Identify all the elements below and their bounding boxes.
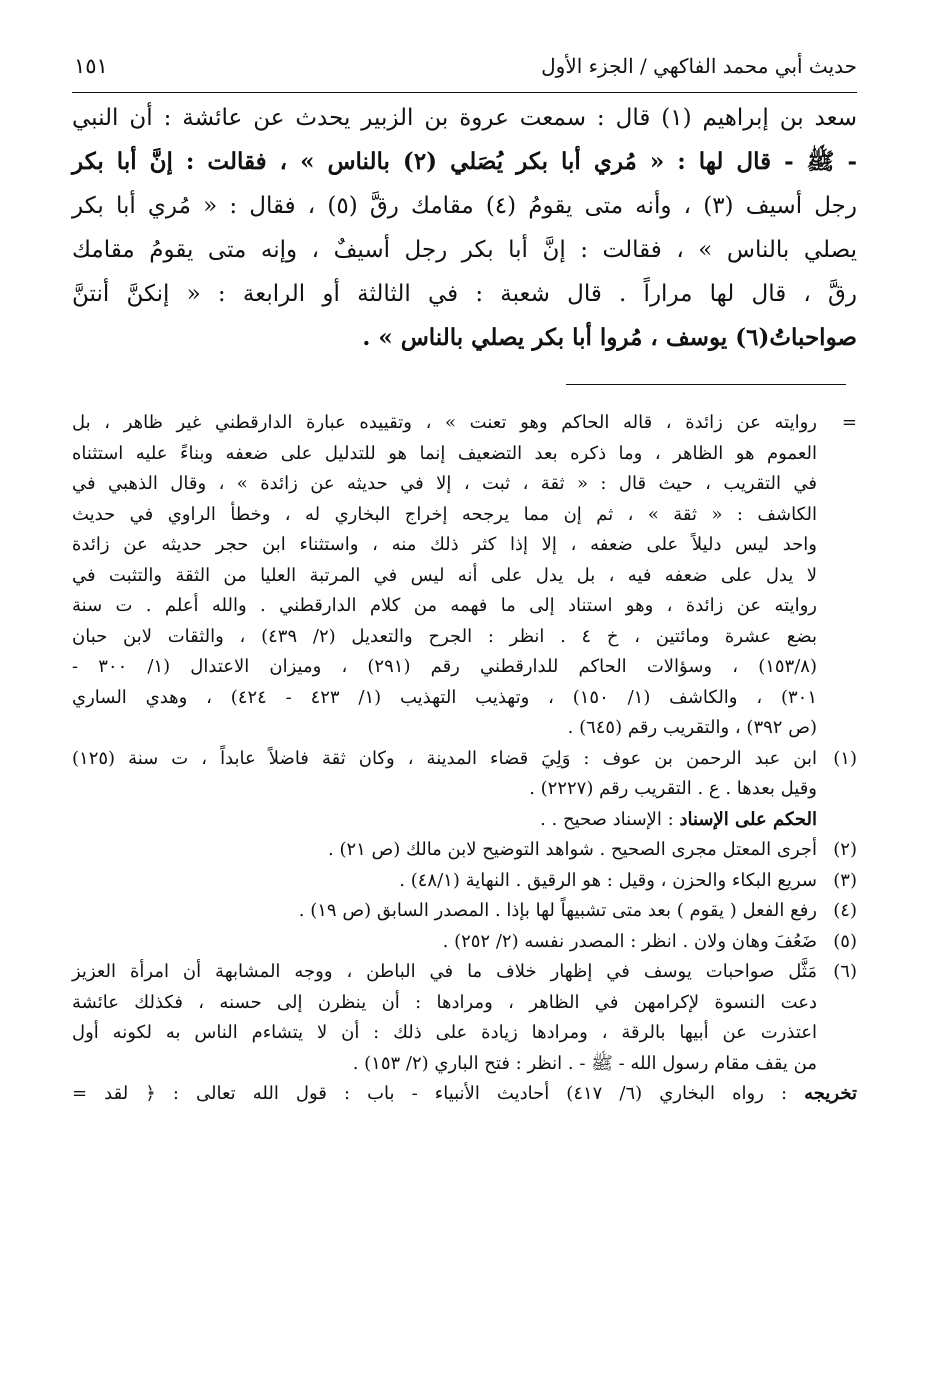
footnote-line: لا يدل على ضعفه فيه ، بل يدل على أنه ليس في المرتبة العليا من الثقة والتثبت في <box>72 564 817 586</box>
footnote-5 <box>72 927 857 958</box>
footnote-line: (ص ٣٩٢) ، والتقريب رقم (٦٤٥) . <box>567 717 817 738</box>
footnote-line: وقيل بعدها . ع . التقريب رقم (٢٢٢٧) . <box>529 778 817 799</box>
main-line-3: رجل أسيف (٣) ، وأنه متى يقومُ (٤) مقامك رقَّ (٥) ، فقال : « مُري أبا بكر <box>72 193 858 219</box>
footnote-1 <box>72 744 857 805</box>
footnote-3 <box>72 866 857 897</box>
footnote-line: دعت النسوة لإكرامهن في الظاهر ، ومرادها : أن ينظرن إلى حسنه ، فكذلك عائشة <box>72 991 817 1013</box>
footnote-marker: (٢) <box>833 839 857 860</box>
main-line-6: صواحباتُ(٦) يوسف ، مُروا أبا بكر يصلي بالناس » . <box>362 324 857 351</box>
footnote-line: (١٥٣/٨) ، وسؤالات الحاكم للدارقطني رقم (٢٩١) ، وميزان الاعتدال (١/ ٣٠٠ - <box>72 656 817 677</box>
footnote-line: روايته عن زائدة ، قاله الحاكم وهو تعنت » ، وتقييده عبارة الدارقطني غير ظاهر ، بل <box>72 412 817 433</box>
footnote-line: واحد ليس دليلاً على ضعفه ، إلا إذا كثر ذلك منه ، واستثناء ابن حجر حديثه عن زائدة <box>72 534 817 555</box>
takhrij-text: : رواه البخاري (٦/ ٤١٧) أحاديث الأنبياء - باب : قول الله تعالى : ﴿ لقد = <box>72 1083 788 1104</box>
footnote-marker: (٦) <box>833 961 857 982</box>
footnote-line: اعتذرت عن أبيها بالرقة ، ومرادها زيادة على ذلك : أن لا يتشاءم الناس به لكونه أول <box>72 1022 817 1043</box>
page-header <box>72 52 857 93</box>
main-line-4: يصلي بالناس » ، فقالت : إنَّ أبا بكر رجل أسيفٌ ، وإنه متى يقومُ مقامك <box>72 237 857 263</box>
footnote-continuation <box>72 408 857 744</box>
footnote-line: ٣٠١) ، والكاشف (١/ ١٥٠) ، وتهذيب التهذيب (١/ ٤٢٣ - ٤٢٤) ، وهدي الساري <box>72 686 817 708</box>
footnote-line: رفع الفعل ( يقوم ) بعد متى تشبيهاً لها بإذا . المصدر السابق (ص ١٩) . <box>298 900 817 921</box>
footnote-line: سريع البكاء والحزن ، وقيل : هو الرقيق . النهاية (٤٨/١) . <box>399 869 817 891</box>
footnote-line: ضَعُفَ وهان ولان . انظر : المصدر نفسه (٢/ ٢٥٢) . <box>442 930 817 952</box>
footnote-line: في التقريب ، حيث قال : « ثقة ، ثبت ، إلا في حديثه عن زائدة » ، وقال الذهبي في <box>72 473 817 494</box>
footnote-line: روايته عن زائدة ، وهو استناد إلى ما فهمه من كلام الدارقطني . والله أعلم . ت سنة <box>72 595 817 616</box>
footnote-marker: (١) <box>833 747 857 769</box>
takhrij-label: تخريجه <box>804 1083 857 1104</box>
main-line-1: سعد بن إبراهيم (١) قال : سمعت عروة بن الزبير يحدث عن عائشة : أن النبي <box>72 105 857 131</box>
footnote-line: أجرى المعتل مجرى الصحيح . شواهد التوضيح لابن مالك (ص ٢١) . <box>328 839 817 860</box>
page-number: ١٥١ <box>74 54 108 78</box>
footnote-2 <box>72 835 857 866</box>
footnote-line: الكاشف : « ثقة » ، ثم إن مما يرجحه إخراج البخاري له ، وخطأ الراوي في حديث <box>72 503 817 525</box>
footnote-4 <box>72 896 857 927</box>
footnote-line: مَثَّل صواحبات يوسف في إظهار خلاف ما في الباطن ، ووجه المشابهة أن امرأة العزيز <box>72 961 817 982</box>
footnotes <box>72 408 857 1110</box>
main-line-5: رقَّ ، قال لها مراراً . قال شعبة : في الثالثة أو الرابعة : « إنكنَّ أنتنَّ <box>72 281 857 307</box>
main-line-2: - ﷺ - قال لها : « مُري أبا بكر يُصَلي (٢) بالناس » ، فقالت : إنَّ أبا بكر <box>72 148 857 175</box>
running-title: حديث أبي محمد الفاكهي / الجزء الأول <box>541 54 857 78</box>
footnote-line: من يقف مقام رسول الله - ﷺ - . انظر : فتح الباري (٢/ ١٥٣) . <box>352 1052 817 1074</box>
footnote-separator <box>566 384 846 385</box>
footnote-line: بضع عشرة ومائتين ، خ ٤ . انظر : الجرح والتعديل (٢/ ٤٣٩) ، والثقات لابن حبان <box>72 625 817 647</box>
footnote-marker: (٥) <box>833 930 857 952</box>
isnad-ruling <box>72 805 857 836</box>
footnote-line: العموم هو الظاهر ، وما ذكره بعد التضعيف إنما هو للتدليل على ضعفه وبناءً عليه استثناه <box>72 442 817 464</box>
footnote-line: ابن عبد الرحمن بن عوف : وَلِيَ قضاء المدينة ، وكان ثقة فاضلاً عابداً ، ت سنة (١٢٥) <box>72 747 817 769</box>
footnote-marker: = <box>841 412 857 433</box>
ruling-text: : الإسناد صحيح . . <box>540 808 674 830</box>
takhrij-line <box>72 1079 857 1110</box>
footnote-marker: (٤) <box>833 900 857 921</box>
footnote-marker: (٣) <box>833 869 857 891</box>
footnote-6 <box>72 957 857 1079</box>
main-text <box>72 96 857 360</box>
ruling-label: الحكم على الإسناد <box>679 808 817 830</box>
